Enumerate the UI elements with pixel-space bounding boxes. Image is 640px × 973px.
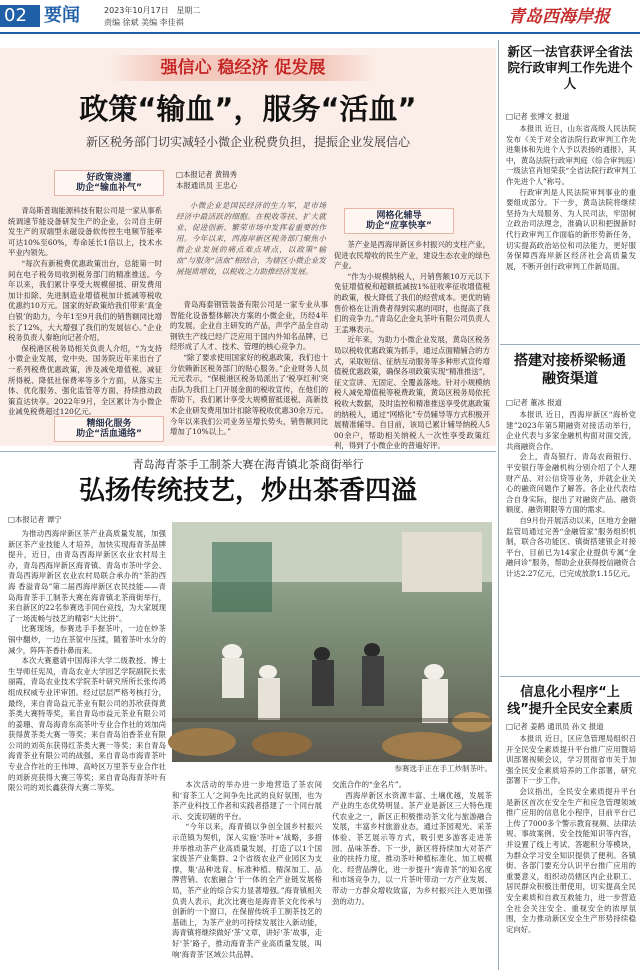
banner-text: 强信心 稳经济 促发展 [160, 58, 326, 78]
side3-p2: 会议指出，全民安全素质提升平台是新区首次在安全生产和应急管理领域推广应用的信息化小程序，目前平台已上传了7000多个警示教育视频、法律法规、事故案例、安全技能知识等内容，并设置了线上考试、答题积分等模块，为群众学习安全知识提供了便利。各镇街、各部门要充分认识平台推广应用的重要意义，组织动员辖区内企业职工、居民群众积极注册使用，切实提高全民安全素质和自救互救能力，进一步营造全社会关注安全、重视安全的浓厚氛围，全力推动新区安全生产形势持续稳定向好。 [506, 786, 636, 934]
side2-p1: 本报讯 近日，西海岸新区“海桥党建”2023年第5期融资对接活动举行，企业代表与多家金融机构面对面交流，共商融资合作。 [506, 410, 636, 451]
lead-col2 [170, 300, 328, 440]
box1-line1: 好政策浇灌 [86, 173, 132, 183]
tea-col2 [172, 780, 322, 970]
tea-col3-p2: 西海岸新区水资源丰富、土壤优越，发展茶产业的生态优势明显。茶产业是新区三大特色现代农业之一，新区正积极推动茶文化与旅游融合发展，丰富乡村旅游业态，通过茶园观光、采茶体验、茶艺展示等方式，吸引更多游客走进茶园、品味茶香。下一步，新区将持续加大对茶产业的扶持力度，推动茶叶种植标准化、加工规模化、经营品牌化，进一步提升“海青茶”的知名度和市场竞争力，以一片茶叶带动一方产业发展、带动一方群众增收致富，为乡村振兴注入更加强劲的动力。 [332, 790, 492, 906]
tea-col1 [8, 529, 166, 969]
editor-line: 责编 徐斌 美编 李佳祺 [104, 18, 184, 27]
page-number: 02 [4, 5, 27, 26]
tea-col3 [332, 780, 492, 970]
side3-body [506, 734, 636, 970]
tea-title: 弘扬传统技艺，炒出茶香四溢 [78, 476, 417, 506]
tea-kicker: 青岛海青茶手工制茶大赛在海青镇北茶商街举行 [132, 458, 364, 471]
tea-photo-caption: 参赛选手正在手工炒制茶叶。 [394, 764, 492, 773]
section-name: 要闻 [44, 5, 80, 26]
page-header [0, 0, 640, 38]
box3-line1: 网格化辅导 [376, 211, 422, 221]
header-rule [0, 32, 640, 34]
box1-heading [54, 170, 164, 196]
box3-heading [344, 208, 454, 234]
side2-p2: 会上，青岛银行、青岛农商银行、平安银行等金融机构分别介绍了个人理财产品、对公信贷等业务，并就企业关心的融资问题作了解答。各企业代表结合自身实际，提出了对融资产品、融资额度、融资期限等方面的需求。 [506, 452, 636, 515]
lead-col1 [8, 206, 162, 417]
side2-divider [500, 676, 640, 677]
lead-title: 政策“输血”，服务“活血” [79, 92, 417, 126]
side2-byline: □记者 董冰 报道 [506, 398, 563, 407]
tea-photo-illustration [172, 522, 492, 762]
tea-divider [0, 451, 496, 452]
tea-photo [172, 522, 492, 762]
box2-line2: 助企“活血通络” [76, 429, 142, 439]
side2-title: 搭建对接桥梁畅通融资渠道 [514, 353, 626, 387]
tea-byline: □本报记者 谭宁 [8, 515, 62, 524]
masthead-logo: 青岛西海岸报 [508, 7, 610, 27]
box2-line1: 精细化服务 [86, 419, 132, 429]
lead-col3-p1: 茶产业是西海岸新区乡村振兴的支柱产业，促进农民增收的民生产业，建设生态农业的绿色产业。 [334, 240, 490, 271]
lead-byline [176, 170, 326, 191]
lead-col2-p1: 青岛海泰钢管装备有限公司是一家专业从事智能化设备整体解决方案的小微企业，历经4年的发展，企业自主研发的产品，声学产品全自动钢铁生产线已经广泛应用于国内外知名品牌，已经形成了人才、技术、管理的核心竞争力。 [170, 300, 328, 352]
column-divider-right [498, 40, 499, 970]
lead-col3 [334, 240, 490, 451]
box2-heading [54, 416, 164, 442]
byline-reporter: □本报记者 黄锦秀 [176, 170, 238, 179]
tea-col1-p3: 本次大赛邀请中国海洋大学二级教授、博士生导师任宪凤，青岛农业大学园艺学院副院长张丽霞，青岛农业技术学院茶叶研究所所长张传鸿组成权威专业评审团。经过层层严格考核打分，最终，来自青岛益元茶业有限公司的苏欣获得黄茶类大赛特等奖，来自青岛市益元茶业有限公司的姜珊、青岛海青东高茶叶专业合作社的刘加尚获得黄茶类大赛一等奖；来自青岛泊香茶业有限公司的刘英东获得红茶类大赛一等奖；来自青岛海青茶业有限公司的战强、来自青岛市海青茶叶专业合作社的王伟坤、高岭区万里茶专业合作社的刘新亮获得大赛三等奖；来自青岛海青茶叶有限公司的刘长鑫获得大赛二等奖。 [8, 656, 166, 793]
box1-line2: 助企“输血补气” [76, 183, 142, 193]
box3-line2: 助企“应享快享” [366, 221, 432, 231]
lead-intro: 小微企业是国民经济的生力军，是市场经济中最活跃的细胞。在税收等扶、扩大就业、促进创新、繁荣市场中发挥着重要的作用。今年以来，西海岸新区税务部门聚焦小微企业发展的痛点难点堵点，以政策“输血”与服务“活血”相结合，为辖区小微企业发展提质增效，以税收之力助推经济发展。 [176, 201, 326, 276]
weekday-text: 星期二 [176, 6, 201, 15]
side3-title: 信息化小程序“上线”提升全民安全素质 [507, 685, 633, 717]
tea-col1-p2: 比赛现场，参赛选手手握茶叶，一边在炒茶锅中翻炒，一边在茶筐中压揉，随着茶叶水分的减少，阵阵茶香扑鼻而来。 [8, 624, 166, 655]
date-text: 2023年10月17日 [104, 6, 169, 15]
lead-subtitle: 新区税务部门切实减轻小微企业税费负担，提振企业发展信心 [85, 135, 410, 149]
lead-col2-p2: “除了要求使用国家好的税惠政策，我们也十分依赖新区税务部门的贴心服务。”企业财务人员元元表示，“保税港区税务局派出了‘税享红利’突击队为我们上门开展金面的税收宣传，在他们的帮助下，我们累计享受大规模留抵退税、高新技术企业研发费用加计扣除等税收优惠30余万元。今年以来我们公司业务呈增长势头，销售额同比增加了10%以上。” [170, 352, 328, 437]
side1-title: 新区一法官获评全省法院行政审判工作先进个人 [507, 44, 633, 91]
tea-col2-p2: “今年以来，海青镇以争创全国乡村振兴示范镇为契机，深入实施‘茶叶+’战略，多措并举推动茶产业高质量发展，打造了以1个国家级茶产业集群、2个省级农业产业园区为支撑，集‘品种选育、标准种植、精深加工、品牌营销、农旅融合’于一体的全产业链发展格局，茶产业的综合实力显著增强。”海青镇相关负责人表示，此次比赛也是海青茶文化传承与创新的一个窗口，在保留传统手工制茶技艺的基础上，为茶产业的可持续发展注入新动能，海青镇将继续做好‘茶’文章，讲好‘茶’故事，走好‘茶’路子，推动海青茶产业高质量发展，叫响‘海青茶’区域公共品牌。 [172, 822, 322, 959]
tea-col2-p1: 本次活动的举办进一步地营造了茶农间和‘育茶工人’之间争先比武的良好氛围，也为茶产业科技工作者和实践者搭建了一个同台展示、交流切磋的平台。 [172, 780, 322, 821]
tea-col3-p1: 交流合作的“金名片”。 [332, 780, 407, 789]
side1-byline: □记者 张博文 报道 [506, 112, 570, 121]
side1-p1: 本报讯 近日，山东省高级人民法院发布《关于对全省法院行政审判工作先进集体和先进个人予以表扬的通报》，其中，黄岛法院行政审判庭（综合审判庭）一级法官肖旭荣获“全省法院行政审判工作先进个人”称号。 [506, 124, 636, 186]
lead-col3-p2: “作为小规模纳税人，月销售额10万元以下免征增值税和超额抵减按1%征收率征收增值税的政策，极大降低了我们的经营成本。更优的销售价格在让消费者得到实惠的同时，也提高了我们的竞争力。”青岛亿企金丸茶叶有限公司负责人王孟琳表示。 [334, 271, 490, 334]
side2-p3: 自9月份开展活动以来，区地方金融监管局通过完善“金融管家”服务组织机制，联合各功能区、镇街搭建银企对接平台，目前已为14家企业提供专属“金融问诊”服务，帮助企业获得授信融资合计达2.27亿元，已完成放款1.15亿元。 [506, 515, 636, 578]
lead-col1-p3: 保税港区税务局相关负责人介绍，“为支持小微企业发展，党中央、国务院近年来出台了一系列税费优惠政策，涉及减免增值税、减征所得税、降低社保费率等多个方面，从落实主体、优化服务、强化监管等方面，持续推动政策直达快享。2022年9月，全区累计为小微企业减免税费超过120亿元。 [8, 343, 162, 417]
side1-body [506, 124, 636, 338]
lead-col1-p1: 青岛斯普瑞能源科技有限公司是一家从事系统调速节能设备研发生产的企业，公司自主研发生产的双端型永磁设备软传控生电频节能率可达10%至60%，寿命延长1倍以上，技术水平业内领先。 [8, 206, 162, 258]
side2-body [506, 410, 636, 672]
issue-date [104, 5, 200, 16]
side3-byline: □记者 姜鹤 通讯员 孙文 报道 [506, 722, 604, 731]
lead-col3-p3: 近年来，为助力小微企业发展，黄岛区税务局以税收优惠政策为抓手，通过点面精辅合的方式，采取短信、征纳互动服务等多种形式宣传增值税优惠政策，确保各项政策实现“精准推送”，征文宣讲、无固定、全覆盖落地。针对小规模纳税人减免增值税等税费政策，黄岛区税务局依托税收大数据，及时监控和精准推送享受优惠政策的纳税人，通过“网格化”专员辅导等方式积极开展精准辅导。自目前，该局已累计辅导纳税人500余户，帮助相关纳税人一次性享受政策红利，得到了小微企业的普遍好评。 [334, 335, 490, 451]
side1-p2: 行政审判是人民法院审判事业的重要组成部分。下一步，黄岛法院将继续坚持为大局服务、为人民司法，牢固树立政治司法理念，准确认识和把握新时代行政审判工作面临的新形势新任务，切实提高政治站位和司法能力，更好服务保障西海岸新区经济社会高质量发展，不断开创行政审判工作新局面。 [506, 187, 636, 271]
byline-correspondent: 本报通讯员 王忠心 [176, 180, 238, 190]
side3-p1: 本报讯 近日，区应急管理局组织召开全民安全素质提升平台推广应用暨培训部署视频会议，学习贯彻省市关于加强全民安全素质培养的工作部署，研究部署下一步工作。 [506, 734, 636, 786]
side1-divider [500, 344, 640, 345]
lead-col1-p2: “每次有新税费优惠政策出台，总能第一时间在电子税务局收到税务部门的精准推送。今年以来，我们累计享受大规模留抵、研发费用加计扣除、先进制造业增值税加计抵减等税收优惠约10万元。国家的好政策给我们带来‘真金白银’的助力，今年1至9月我们的销售额同比增长了12%，大大增强了我们的发展信心。”企业税务负责人秦艳向记者介绍。 [8, 258, 162, 343]
tea-col1-p1: 为推动西海岸新区茶产业高质量发展，加强新区茶产业技能人才培养，加快实现海青茶品牌提升，近日，由青岛西海岸新区农业农村局主办，青岛西海岸新区海青镇、青岛市茶叶学会、青岛西海岸新区农业农村局联合承办的“茶韵西海 香溢青岛”第二届西海岸新区农民技能——青岛海青茶手工制茶大赛在海青镇北茶商街举行，来自新区的22名参赛选手同台竞技，为大家展现了一场流畅与技艺的精彩“大比拼”。 [8, 529, 166, 623]
